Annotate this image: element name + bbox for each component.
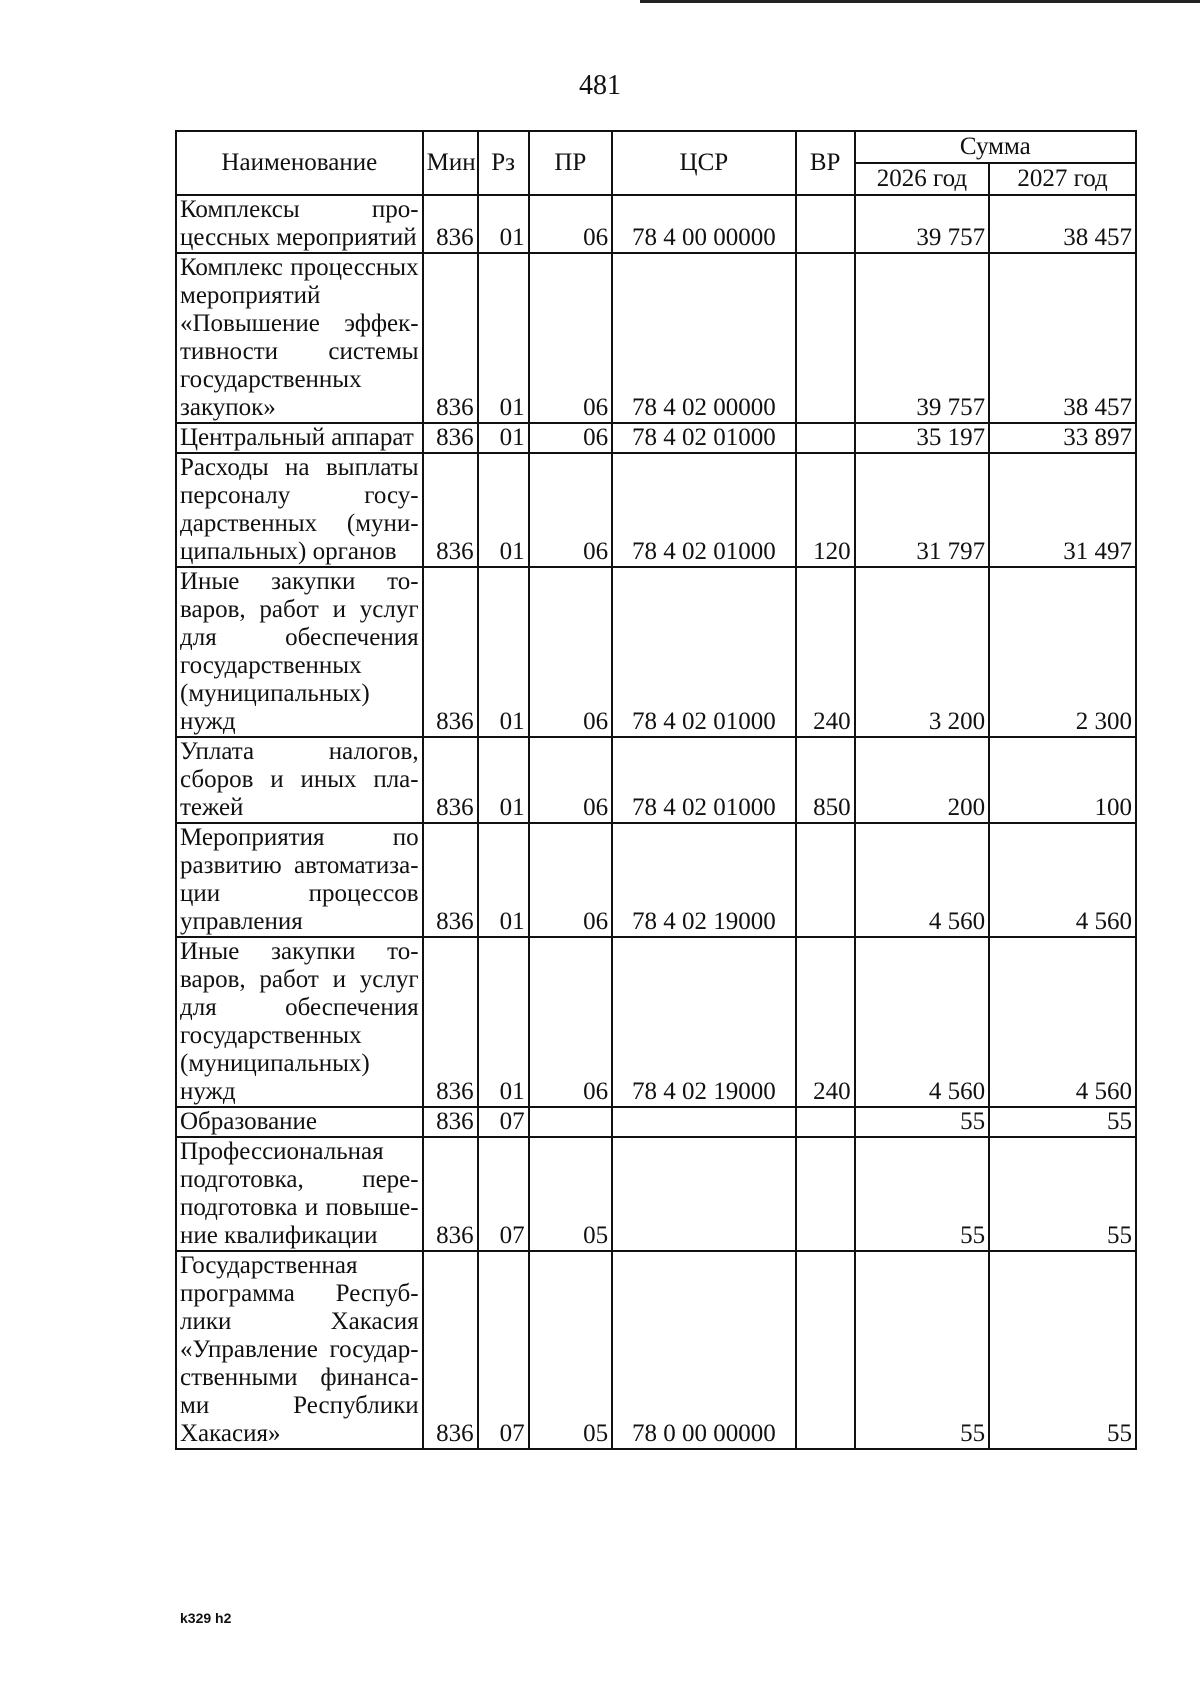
cell-rz: 01: [478, 253, 529, 423]
header-year-2026: 2026 год: [855, 163, 990, 195]
cell-sum-2027: 55: [989, 1251, 1136, 1449]
cell-pr: 06: [529, 737, 613, 823]
table-row: [176, 1137, 1136, 1251]
table-row: [176, 823, 1136, 937]
footer-code: k329 h2: [180, 1610, 232, 1626]
table-row: [176, 1107, 1136, 1137]
cell-min: 836: [423, 253, 478, 423]
table-row: [176, 937, 1136, 1107]
cell-pr: 06: [529, 453, 613, 567]
cell-name: Расходы на выплаты персоналу государственных (муниципальных) органов: [176, 453, 423, 567]
cell-sum-2026: 4 560: [855, 937, 990, 1107]
cell-sum-2026: 31 797: [855, 453, 990, 567]
table-body: [176, 195, 1136, 1449]
cell-min: 836: [423, 1107, 478, 1137]
cell-name: Иные закупки товаров, работ и услуг для обеспечения государственных (муниципальных) нужд: [176, 567, 423, 737]
cell-rz: 01: [478, 195, 529, 253]
cell-pr: [529, 1107, 613, 1137]
cell-rz: 01: [478, 423, 529, 453]
cell-sum-2027: 38 457: [989, 253, 1136, 423]
cell-sum-2026: 55: [855, 1251, 990, 1449]
cell-vr: [796, 253, 855, 423]
cell-csr: 78 0 00 00000: [612, 1251, 795, 1449]
cell-rz: 07: [478, 1251, 529, 1449]
cell-pr: 06: [529, 823, 613, 937]
cell-vr: [796, 1137, 855, 1251]
cell-sum-2026: 3 200: [855, 567, 990, 737]
cell-pr: 05: [529, 1251, 613, 1449]
cell-sum-2027: 55: [989, 1137, 1136, 1251]
cell-pr: 05: [529, 1137, 613, 1251]
cell-sum-2026: 200: [855, 737, 990, 823]
cell-name: Комплекс процессных мероприятий «Повышение эффективности системы государственных закупок»: [176, 253, 423, 423]
cell-min: 836: [423, 453, 478, 567]
cell-sum-2027: 31 497: [989, 453, 1136, 567]
header-sum: Сумма: [855, 131, 1136, 163]
cell-sum-2027: 4 560: [989, 937, 1136, 1107]
cell-csr: 78 4 02 01000: [612, 737, 795, 823]
cell-csr: 78 4 02 01000: [612, 453, 795, 567]
cell-sum-2026: 55: [855, 1137, 990, 1251]
table-row: [176, 567, 1136, 737]
cell-vr: [796, 1251, 855, 1449]
header-name: Наименование: [176, 131, 423, 195]
cell-pr: 06: [529, 937, 613, 1107]
cell-rz: 01: [478, 937, 529, 1107]
cell-pr: 06: [529, 423, 613, 453]
table-row: [176, 1251, 1136, 1449]
cell-name: Центральный аппарат: [176, 423, 423, 453]
cell-csr: 78 4 00 00000: [612, 195, 795, 253]
cell-sum-2026: 35 197: [855, 423, 990, 453]
cell-min: 836: [423, 737, 478, 823]
cell-sum-2027: 38 457: [989, 195, 1136, 253]
cell-name: Государственная программа Республики Хакасия «Управление государственными финансами Республики Хакасия»: [176, 1251, 423, 1449]
cell-pr: 06: [529, 253, 613, 423]
cell-sum-2027: 100: [989, 737, 1136, 823]
table-row: [176, 253, 1136, 423]
table-row: [176, 195, 1136, 253]
cell-vr: 240: [796, 567, 855, 737]
top-edge-rule: [640, 0, 1200, 3]
cell-min: 836: [423, 567, 478, 737]
cell-min: 836: [423, 823, 478, 937]
header-csr: ЦСР: [612, 131, 795, 195]
cell-pr: 06: [529, 195, 613, 253]
header-pr: ПР: [529, 131, 613, 195]
cell-rz: 01: [478, 737, 529, 823]
cell-min: 836: [423, 937, 478, 1107]
cell-min: 836: [423, 195, 478, 253]
cell-csr: 78 4 02 00000: [612, 253, 795, 423]
table-row: [176, 423, 1136, 453]
cell-name: Мероприятия по развитию автоматизации процессов управления: [176, 823, 423, 937]
cell-name: Комплексы процессных мероприятий: [176, 195, 423, 253]
cell-vr: [796, 195, 855, 253]
cell-min: 836: [423, 1251, 478, 1449]
cell-sum-2026: 55: [855, 1107, 990, 1137]
cell-sum-2026: 4 560: [855, 823, 990, 937]
cell-csr: [612, 1107, 795, 1137]
cell-sum-2027: 33 897: [989, 423, 1136, 453]
cell-rz: 07: [478, 1107, 529, 1137]
cell-rz: 01: [478, 823, 529, 937]
cell-min: 836: [423, 1137, 478, 1251]
header-year-2027: 2027 год: [989, 163, 1136, 195]
table-row: [176, 453, 1136, 567]
cell-sum-2026: 39 757: [855, 195, 990, 253]
cell-sum-2026: 39 757: [855, 253, 990, 423]
cell-name: Иные закупки товаров, работ и услуг для обеспечения государственных (муниципальных) нужд: [176, 937, 423, 1107]
cell-vr: [796, 823, 855, 937]
cell-vr: 850: [796, 737, 855, 823]
cell-csr: 78 4 02 19000: [612, 937, 795, 1107]
cell-csr: 78 4 02 19000: [612, 823, 795, 937]
cell-name: Профессиональная подготовка, переподготовка и повышение квалификации: [176, 1137, 423, 1251]
cell-sum-2027: 55: [989, 1107, 1136, 1137]
cell-vr: [796, 1107, 855, 1137]
cell-vr: 240: [796, 937, 855, 1107]
cell-min: 836: [423, 423, 478, 453]
cell-sum-2027: 4 560: [989, 823, 1136, 937]
cell-csr: [612, 1137, 795, 1251]
header-vr: ВР: [796, 131, 855, 195]
table-row: [176, 737, 1136, 823]
cell-vr: 120: [796, 453, 855, 567]
header-rz: Рз: [478, 131, 529, 195]
header-min: Мин: [423, 131, 478, 195]
cell-name: Уплата налогов, сборов и иных платежей: [176, 737, 423, 823]
cell-vr: [796, 423, 855, 453]
cell-csr: 78 4 02 01000: [612, 567, 795, 737]
budget-table-container: [175, 130, 1137, 1450]
budget-table: [175, 130, 1137, 1450]
cell-pr: 06: [529, 567, 613, 737]
cell-csr: 78 4 02 01000: [612, 423, 795, 453]
cell-rz: 01: [478, 453, 529, 567]
table-header: [176, 131, 1136, 195]
cell-rz: 07: [478, 1137, 529, 1251]
cell-name: Образование: [176, 1107, 423, 1137]
cell-sum-2027: 2 300: [989, 567, 1136, 737]
page-number: 481: [579, 70, 621, 101]
cell-rz: 01: [478, 567, 529, 737]
